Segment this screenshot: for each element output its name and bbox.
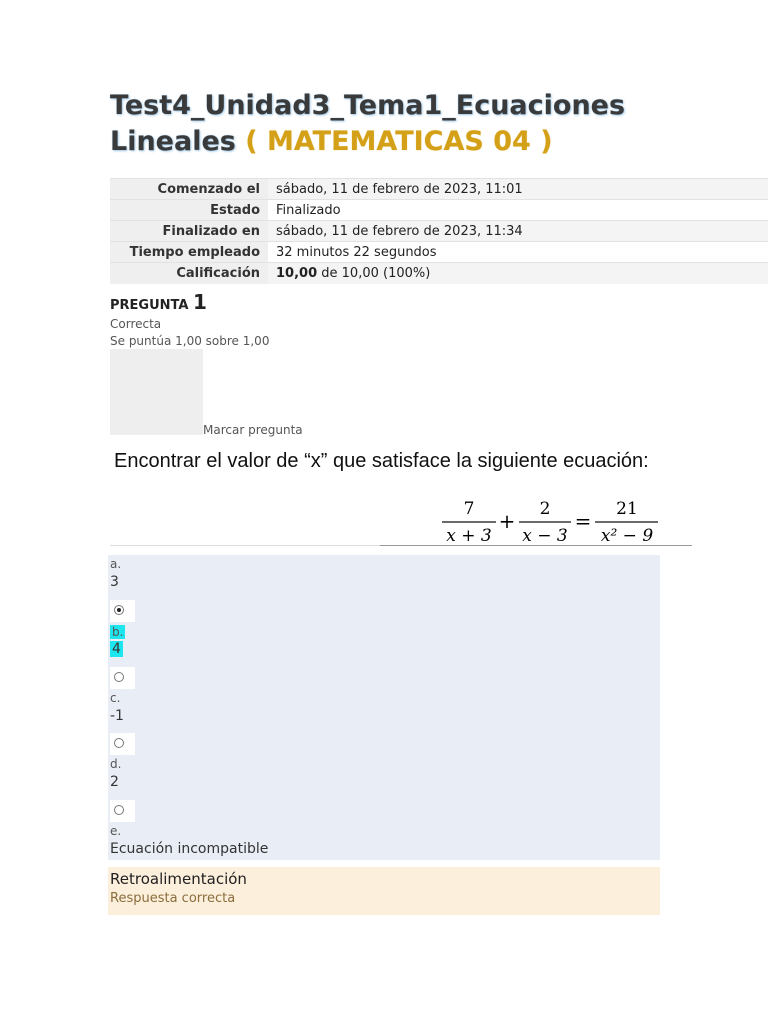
option-b-letter: b. bbox=[112, 625, 124, 639]
summary-value bbox=[268, 263, 768, 284]
summary-row bbox=[110, 200, 768, 221]
summary-row bbox=[110, 263, 768, 284]
equation-image bbox=[440, 497, 700, 545]
question-info bbox=[110, 316, 269, 350]
page-title bbox=[110, 88, 750, 160]
question-label bbox=[110, 290, 207, 314]
eq-num1: 7 bbox=[463, 499, 475, 519]
eq-equals: = bbox=[574, 509, 592, 533]
option-d-text: 2 bbox=[110, 774, 119, 790]
radio-icon[interactable] bbox=[114, 672, 124, 682]
option-b-text: 4 bbox=[112, 641, 121, 657]
option-a-letter: a. bbox=[110, 557, 122, 571]
question-number: 1 bbox=[192, 290, 207, 314]
feedback-text: Respuesta correcta bbox=[110, 891, 236, 906]
summary-label: Comenzado el bbox=[110, 179, 268, 200]
question-label-text: PREGUNTA bbox=[110, 298, 189, 313]
flag-question-link[interactable]: Marcar pregunta bbox=[203, 423, 303, 437]
option-b-radio-box[interactable] bbox=[110, 667, 135, 689]
option-c-letter: c. bbox=[110, 691, 121, 705]
option-a-text: 3 bbox=[110, 574, 119, 590]
eq-num3: 21 bbox=[616, 499, 638, 519]
eq-den1: x + 3 bbox=[446, 526, 492, 545]
summary-label: Calificación bbox=[110, 263, 268, 284]
divider bbox=[110, 545, 380, 546]
option-c-text: -1 bbox=[110, 708, 124, 724]
summary-row bbox=[110, 221, 768, 242]
summary-value: sábado, 11 de febrero de 2023, 11:01 bbox=[268, 179, 768, 200]
eq-den2: x − 3 bbox=[522, 526, 568, 545]
radio-icon[interactable] bbox=[114, 805, 124, 815]
attempt-summary-table bbox=[110, 178, 768, 284]
grade-total: de 10,00 (100%) bbox=[321, 265, 431, 281]
option-e-letter: e. bbox=[110, 824, 122, 838]
question-state: Correcta bbox=[110, 317, 162, 331]
option-c-radio-box[interactable] bbox=[110, 733, 135, 755]
answer-options bbox=[108, 555, 660, 860]
summary-row bbox=[110, 179, 768, 200]
radio-icon[interactable] bbox=[114, 738, 124, 748]
flag-question-area[interactable] bbox=[110, 349, 203, 435]
summary-value: Finalizado bbox=[268, 200, 768, 221]
option-d-radio-box[interactable] bbox=[110, 800, 135, 822]
summary-label: Finalizado en bbox=[110, 221, 268, 242]
summary-label: Tiempo empleado bbox=[110, 242, 268, 263]
grade-value: 10,00 bbox=[276, 265, 318, 281]
summary-value: sábado, 11 de febrero de 2023, 11:34 bbox=[268, 221, 768, 242]
option-d-letter: d. bbox=[110, 757, 122, 771]
feedback-box bbox=[108, 867, 660, 915]
option-e-text: Ecuación incompatible bbox=[110, 841, 269, 857]
summary-row bbox=[110, 242, 768, 263]
summary-label: Estado bbox=[110, 200, 268, 221]
question-prompt: Encontrar el valor de “x” que satisface la siguiente ecuación: bbox=[114, 450, 649, 472]
summary-value: 32 minutos 22 segundos bbox=[268, 242, 768, 263]
option-a-radio-box[interactable] bbox=[110, 600, 135, 622]
quiz-title: Test4_Unidad3_Tema1_Ecuaciones Lineales bbox=[110, 90, 626, 157]
divider bbox=[380, 545, 692, 546]
radio-icon[interactable] bbox=[114, 605, 124, 615]
eq-num2: 2 bbox=[539, 499, 551, 519]
course-name: ( MATEMATICAS 04 ) bbox=[245, 126, 553, 157]
question-score: Se puntúa 1,00 sobre 1,00 bbox=[110, 334, 270, 348]
eq-den3: x² − 9 bbox=[600, 526, 654, 545]
feedback-title: Retroalimentación bbox=[110, 870, 247, 888]
eq-plus: + bbox=[498, 509, 516, 533]
